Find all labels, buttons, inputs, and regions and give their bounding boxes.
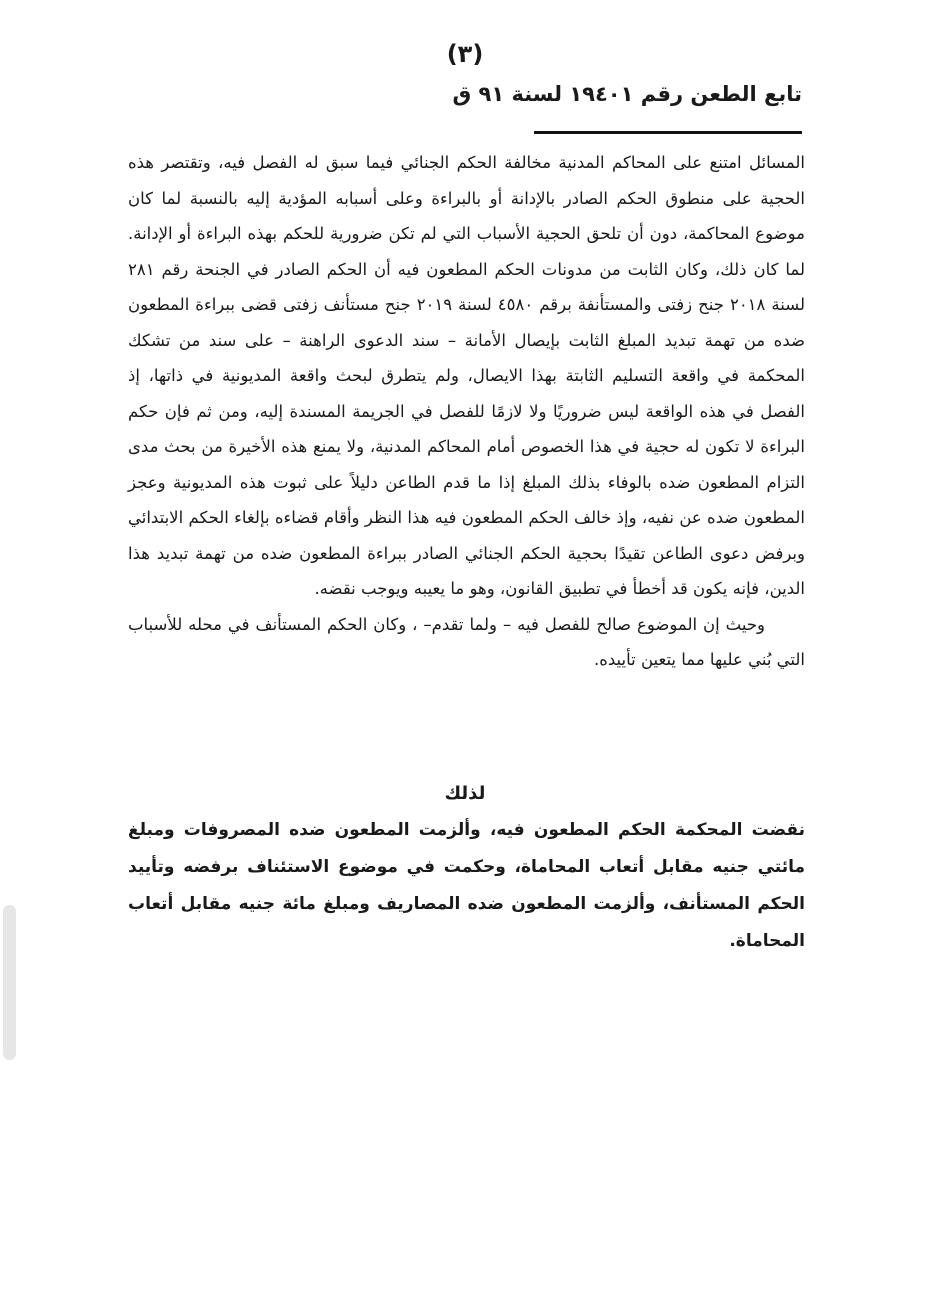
scrollbar[interactable] [3, 905, 16, 1060]
conclusion-heading: لذلك [444, 783, 486, 804]
page-number: (٣) [446, 40, 484, 68]
judgment-body [128, 145, 805, 678]
appeal-header-title: تابع الطعن رقم ١٩٤٠١ لسنة ٩١ ق [452, 82, 802, 106]
merits-paragraph: وحيث إن الموضوع صالح للفصل فيه – ولما تقدم– ، وكان الحكم المستأنف في محله للأسباب التي بُني عليها مما يتعين تأييده. [128, 614, 805, 669]
header-underline [534, 131, 802, 134]
ruling-text: نقضت المحكمة الحكم المطعون فيه، وألزمت المطعون ضده المصروفات ومبلغ مائتي جنيه مقابل أتعاب المحاماة، وحكمت في موضوع الاستئناف برفضه وتأييد الحكم المستأنف، وألزمت المطعون ضده المصاريف ومبلغ مائة جنيه مقابل أتعاب المحاماة. [128, 820, 805, 951]
reasoning-paragraph: المسائل امتنع على المحاكم المدنية مخالفة الحكم الجنائي فيما سبق له الفصل فيه، وتقتصر هذه الحجية على منطوق الحكم الصادر بالإدانة أو بالبراءة وعلى أسبابه المؤدية إليه بالنسبة لما كان موضوع المحاكمة، دون أن تلحق الحجية الأسباب التي لم تكن ضرورية للحكم بهذه البراءة أو الإدانة. لما كان ذلك، وكان الثابت من مدونات الحكم المطعون فيه أن الحكم الصادر في الجنحة رقم ٢٨١ لسنة ٢٠١٨ جنح زفتى والمستأنفة برقم ٤٥٨٠ لسنة ٢٠١٩ جنح مستأنف زفتى قضى ببراءة المطعون ضده من تهمة تبديد المبلغ الثابت بإيصال الأمانة – سند الدعوى الراهنة – على سند من تشكك المحكمة في واقعة التسليم الثابتة بهذا الايصال، ولم يتطرق لبحث واقعة المديونية في ذاتها، إذ الفصل في هذه الواقعة ليس ضروريًا ولا لازمًا للفصل في الجريمة المسندة إليه، ومن ثم فإن حكم البراءة لا تكون له حجية في هذا الخصوص أمام المحاكم المدنية، ولا يمنع هذه الأخيرة من بحث مدى التزام المطعون ضده بالوفاء بذلك المبلغ إذا ما قدم الطاعن دليلاً على ثبوت هذه المديونية وعجز المطعون ضده عن نفيه، وإذ خالف الحكم المطعون فيه هذا النظر وأقام قضاءه بإلغاء الحكم الابتدائي وبرفض دعوى الطاعن تقيدًا بحجية الحكم الجنائي الصادر ببراءة المطعون ضده من تهمة تبديد هذا الدين، فإنه يكون قد أخطأ في تطبيق القانون، وهو ما يعيبه ويوجب نقضه. [128, 153, 805, 598]
